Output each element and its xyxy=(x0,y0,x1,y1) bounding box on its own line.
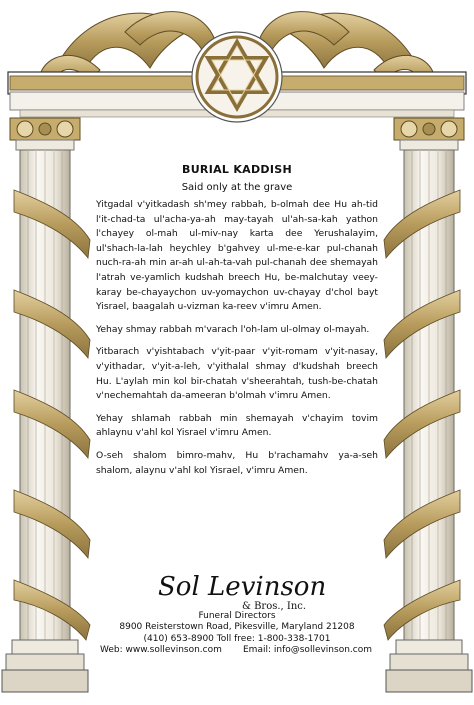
prayer-text-panel xyxy=(96,156,378,486)
footer-address: 8900 Reisterstown Road, Pikesville, Maryland 21208 xyxy=(119,622,355,633)
prayer-paragraph: Yehay shlamah rabbah min shemayah v'chayim tovim ahlaynu v'ahl kol Yisrael v'imru Amen. xyxy=(96,412,378,439)
footer-phones: (410) 653-8900 Toll free: 1-800-338-1701 xyxy=(143,633,331,644)
footer-web-link[interactable]: Web: www.sollevinson.com xyxy=(100,644,222,655)
prayer-paragraph: Yehay shmay rabbah m'varach l'oh-lam ul-olmay ol-mayah. xyxy=(96,323,370,335)
document-subtitle: Said only at the grave xyxy=(181,182,293,193)
prayer-paragraph: Yitbarach v'yishtabach v'yit-paar v'yit-romam v'yit-nasay, v'yithadar, v'yit-a-leh, v'yithalal shmay d'kudshah breech Hu. L'aylah min kol bir-chatah v'sheerahtah, tush-be-chatah v'nechemahtah da-ameeran b'olmah v'imru Amen. xyxy=(96,346,378,402)
logo-wordmark: Sol Levinson xyxy=(158,572,327,602)
sol-levinson-logo xyxy=(150,565,360,613)
footer-email-link[interactable]: Email: info@sollevinson.com xyxy=(243,644,372,655)
logo-tagline: & Bros., Inc. xyxy=(242,601,307,612)
prayer-paragraph: Yitgadal v'yitkadash sh'mey rabbah, b-olmah dee Hu ah-tid l'it-chad-ta ul'acha-ya-ah may-tayah ul'ah-sa-kah yathon l'chayey ol-mah ul-miv-nay karta dee Yerushalayim, ul'shach-la-lah heychley b'gahvey ul-me-e-kar pul-chanah nuch-ra-ah min ar-ah ul-ah-ta-vah pul-chanah dee shemayah l'atrah ve-yamlich kudshah breech Hu, be-malchutay veey-karay be-chayaychon uv-yomaychon uv-chayay d'chol bayt Yisrael, baagalah u-vizman ka-reev v'imru Amen. xyxy=(96,199,378,313)
funeral-home-footer xyxy=(96,611,378,656)
footer-line-services: Funeral Directors xyxy=(198,611,276,621)
star-of-david-icon xyxy=(192,32,282,122)
prayer-paragraph: O-seh shalom bimro-mahv, Hu b'rachamahv ya-a-seh shalom, alaynu v'ahl kol Yisrael, v'imru Amen. xyxy=(96,449,378,476)
document-title: BURIAL KADDISH xyxy=(182,163,292,176)
